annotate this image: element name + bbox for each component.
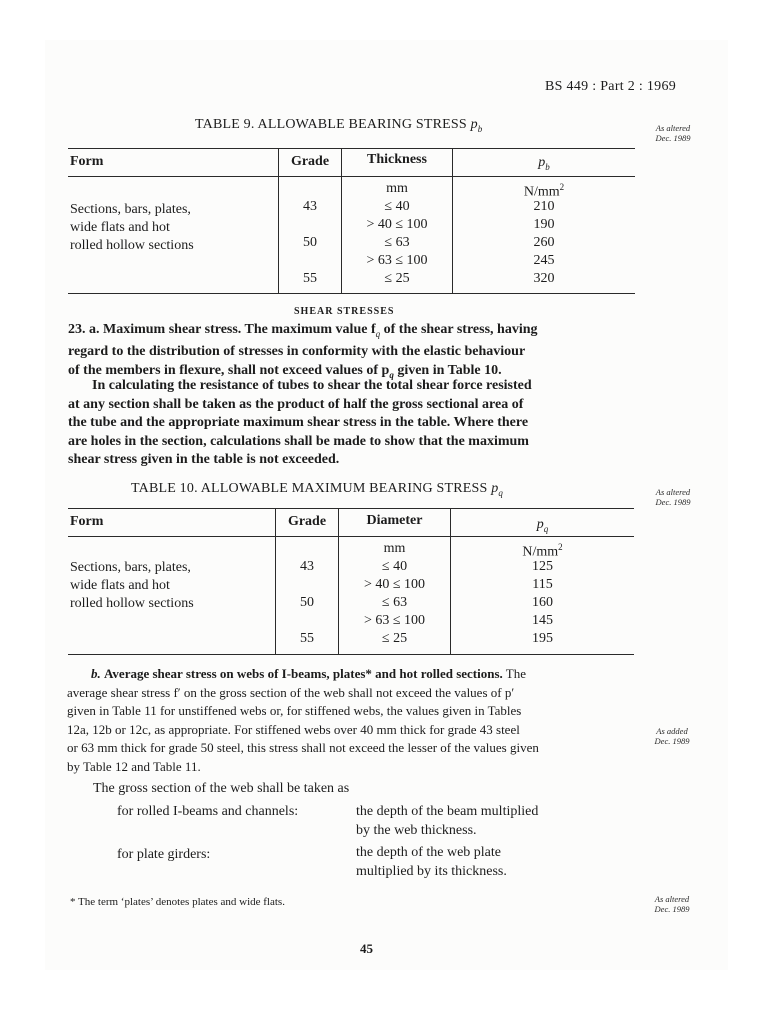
table10-header-grade: Grade	[287, 514, 327, 529]
table10-grade-col	[276, 558, 338, 648]
table9-range: > 40 ≤ 100	[366, 217, 428, 232]
margin-note-line: Dec. 1989	[654, 904, 690, 914]
table10-range: > 63 ≤ 100	[363, 613, 426, 628]
clause-23a-text: The maximum value f	[241, 322, 376, 337]
clause-23a-fq-sub: q	[375, 328, 381, 339]
table9-range: > 63 ≤ 100	[366, 253, 428, 268]
footnote: * The term ‘plates’ denotes plates and wide flats.	[70, 896, 285, 908]
table10-header-diameter: Diameter	[366, 513, 423, 528]
table10-title-symbol: p	[491, 481, 499, 496]
table10-form-line: wide flats and hot	[70, 578, 170, 593]
table9-grade: 43	[303, 199, 317, 214]
table9-bottom-rule	[68, 293, 635, 294]
table9-value: 245	[533, 253, 555, 268]
margin-note-line: As altered	[654, 894, 690, 904]
clause-b-line	[67, 665, 637, 684]
table10-range: ≤ 63	[381, 595, 408, 610]
clause-23a-text: of the shear stress, having	[380, 322, 538, 337]
clause-b-letter: b.	[91, 666, 101, 681]
gross-section-intro: The gross section of the web shall be taken as	[93, 781, 350, 796]
table10-title-symbol-sub: q	[498, 487, 504, 498]
gross-section-item1-line: the depth of the beam multiplied	[356, 804, 539, 819]
table10-title: TABLE 10. ALLOWABLE MAXIMUM BEARING STRESS $p_q$	[131, 481, 504, 498]
clause-23a-line: of the members in flexure, shall not exceed values of $p_q$ given in Table 10.	[68, 362, 502, 380]
gross-section-item1-label: for rolled I-beams and channels:	[117, 804, 299, 819]
table10-value: 145	[532, 613, 553, 628]
gross-section-item1-text	[356, 802, 538, 840]
table9-header-pb: $p_b$	[538, 155, 550, 172]
clause-23a-pq-sub: q	[389, 369, 394, 380]
clause-23a-para2-line: at any section shall be taken as the product of half the gross sectional area of	[68, 396, 524, 412]
gross-section-item1-line: by the web thickness.	[356, 823, 477, 838]
clause-b	[67, 665, 637, 776]
table10-form-line: rolled hollow sections	[70, 596, 194, 611]
table9-form-line: wide flats and hot	[70, 220, 170, 235]
margin-note-line: As altered	[655, 123, 691, 133]
gross-section-item2-line: multiplied by its thickness.	[356, 864, 507, 879]
clause-23a-lead: 23. a. Maximum shear stress.	[68, 322, 242, 337]
table9-title-symbol: p	[470, 117, 478, 132]
gross-section-item2-text	[356, 843, 507, 881]
clause-23a	[68, 321, 634, 384]
table10-range: > 40 ≤ 100	[363, 577, 426, 592]
table9-value-col	[453, 198, 635, 288]
margin-note-line: As added	[656, 726, 688, 736]
clause-b-text: The	[502, 666, 527, 681]
margin-note-line: As altered	[655, 487, 691, 497]
table10-grade: 50	[300, 595, 314, 610]
table9-grade: 55	[303, 271, 317, 286]
table10-value-col	[451, 558, 634, 648]
clause-23a-para2-line: In calculating the resistance of tubes to shear the total shear force resisted	[92, 378, 532, 393]
table9-range: ≤ 63	[384, 235, 410, 250]
table10-bottom-rule	[68, 654, 634, 655]
margin-note-table9	[638, 123, 708, 143]
margin-note-line: Dec. 1989	[654, 736, 690, 746]
table10-range: ≤ 25	[381, 631, 408, 646]
table10-header-pq: $p_q$	[536, 517, 549, 534]
margin-note-footnote	[637, 894, 707, 914]
table9-header-thickness: Thickness	[367, 152, 427, 167]
clause-b-line: or 63 mm thick for grade 50 steel, this stress shall not exceed the lesser of the values given	[67, 740, 539, 755]
table9-title-symbol-sub: b	[477, 123, 483, 134]
clause-b-line: average shear stress f′ on the gross section of the web shall not exceed the values of p′	[67, 684, 515, 700]
table9-top-rule	[68, 148, 635, 149]
margin-note-line: Dec. 1989	[655, 497, 691, 507]
page-number: 45	[360, 941, 373, 956]
table9-form-cell	[70, 201, 194, 255]
table10-form-line: Sections, bars, plates,	[70, 560, 191, 575]
table9-value: 190	[533, 217, 555, 232]
table10-value: 195	[532, 631, 553, 646]
clause-23a-para2	[68, 377, 634, 470]
table9-title: TABLE 9. ALLOWABLE BEARING STRESS $p_b$	[195, 117, 483, 134]
table9-header-rule	[68, 176, 635, 177]
table10-value: 125	[532, 559, 553, 574]
margin-note-clause-b	[637, 726, 707, 746]
clause-23a-para2-line: shear stress given in the table is not exceeded.	[68, 452, 340, 467]
gross-section-item2-label: for plate girders:	[117, 847, 211, 862]
table9-header-grade: Grade	[290, 154, 330, 169]
table9-form-line: Sections, bars, plates,	[70, 202, 191, 217]
table10-range: ≤ 40	[381, 559, 408, 574]
table9-unit-nmm2: $N/mm^2$	[523, 182, 565, 200]
table10-unit-nmm2: $N/mm^2$	[522, 542, 563, 560]
table10-grade: 43	[300, 559, 314, 574]
table9-thickness-col	[342, 198, 452, 288]
table10-value: 160	[532, 595, 553, 610]
section-heading-shear-stresses: SHEAR STRESSES	[294, 306, 395, 317]
clause-b-line: by Table 12 and Table 11.	[67, 758, 201, 774]
gross-section-item2-line: the depth of the web plate	[356, 845, 502, 860]
clause-23a-line	[68, 321, 634, 343]
table10-header-form: Form	[70, 514, 104, 529]
table10-grade: 55	[300, 631, 314, 646]
table9-range: ≤ 40	[384, 199, 410, 214]
table9-value: 320	[533, 271, 555, 286]
table10-diameter-col	[339, 558, 450, 648]
table9-grade-col	[279, 198, 341, 288]
margin-note-table10	[638, 487, 708, 507]
table9-range: ≤ 25	[384, 271, 410, 286]
clause-23a-para2-line: are holes in the section, calculations shall be made to show that the maximum	[68, 433, 529, 449]
table9-grade: 50	[303, 235, 317, 250]
table10-top-rule	[68, 508, 634, 509]
clause-23a-line: regard to the distribution of stresses in conformity with the elastic behaviour	[68, 344, 526, 360]
document-reference: BS 449 : Part 2 : 1969	[545, 79, 677, 94]
clause-23a-para2-line: the tube and the appropriate maximum shear stress in the table. Where there	[68, 415, 529, 430]
clause-b-line: given in Table 11 for unstiffened webs or, for stiffened webs, the values given in Tables	[67, 703, 522, 718]
table9-form-line: rolled hollow sections	[70, 238, 194, 253]
margin-note-line: Dec. 1989	[655, 133, 691, 143]
table10-value: 115	[532, 577, 553, 592]
table9-value: 260	[533, 235, 555, 250]
table10-unit-mm: mm	[383, 541, 406, 556]
table9-header-form: Form	[70, 154, 104, 169]
table9-value: 210	[533, 199, 555, 214]
clause-b-heading: Average shear stress on webs of I-beams, plates* and hot rolled sections.	[104, 666, 503, 681]
table10-form-cell	[70, 559, 194, 613]
table9-unit-mm: mm	[386, 181, 408, 196]
clause-b-line: 12a, 12b or 12c, as appropriate. For stiffened webs over 40 mm thick for grade 43 steel	[67, 721, 520, 737]
